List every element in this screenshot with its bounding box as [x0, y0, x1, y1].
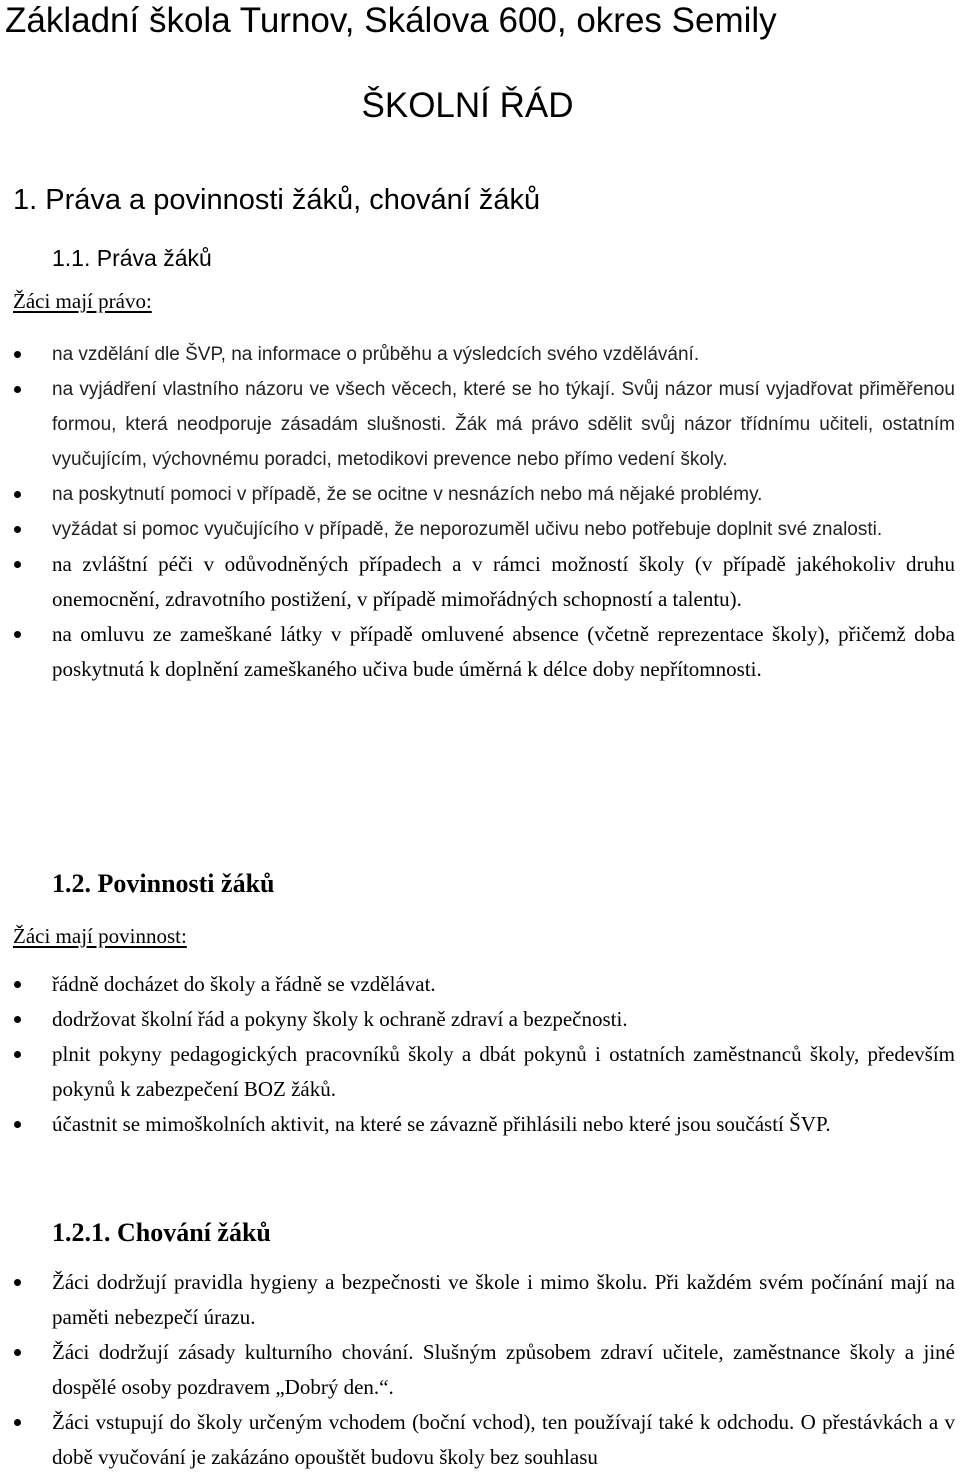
list-item-text: účastnit se mimoškolních aktivit, na které se závazně přihlásili nebo které jsou součástí ŠVP. [52, 1112, 831, 1136]
bullet-icon [14, 561, 21, 568]
bullet-icon [14, 1016, 21, 1023]
list-item-text: vyžádat si pomoc vyučujícího v případě, že neporozuměl učivu nebo potřebuje doplnit své znalosti. [52, 519, 883, 540]
bullet-icon [14, 386, 21, 393]
list-item-text: Žáci vstupují do školy určeným vchodem (boční vchod), ten používají také k odchodu. O přestávkách a v době vyučování je zakázáno opouštět budovu školy bez souhlasu [52, 1410, 955, 1469]
list-item-text: na vzdělání dle ŠVP, na informace o průběhu a výsledcích svého vzdělávání. [52, 344, 700, 365]
rights-heading: 1.1. Práva žáků [52, 245, 212, 271]
bullet-icon [14, 1279, 21, 1286]
duties-intro: Žáci mají povinnost: [13, 924, 187, 948]
list-item [0, 1405, 960, 1475]
duties-list [0, 967, 960, 1142]
list-item [0, 617, 960, 687]
bullet-icon [14, 1419, 21, 1426]
list-item [0, 1037, 960, 1107]
list-item [0, 477, 960, 512]
list-item-text: na vyjádření vlastního názoru ve všech věcech, které se ho týkají. Svůj názor musí vyjadřovat přiměřenou formou, která neodporuje zásadám slušnosti. Žák má právo sdělit svůj názor třídnímu učiteli, ostatním vyučujícím, výchovnému poradci, metodikovi prevence nebo přímo vedení školy. [52, 379, 955, 470]
list-item-text: dodržovat školní řád a pokyny školy k ochraně zdraví a bezpečnosti. [52, 1007, 628, 1031]
bullet-icon [14, 351, 21, 358]
bullet-icon [14, 981, 21, 988]
list-item [0, 967, 960, 1002]
behavior-list [0, 1265, 960, 1475]
behavior-heading: 1.2.1. Chování žáků [52, 1218, 271, 1247]
list-item [0, 372, 960, 477]
bullet-icon [14, 1121, 21, 1128]
rights-list [0, 337, 960, 687]
list-item-text: řádně docházet do školy a řádně se vzdělávat. [52, 972, 436, 996]
list-item [0, 1265, 960, 1335]
list-item [0, 512, 960, 547]
list-item-text: na omluvu ze zameškané látky v případě omluvené absence (včetně reprezentace školy), přičemž doba poskytnutá k doplnění zameškaného učiva bude úměrná k délce doby nepřítomnosti. [52, 622, 955, 681]
list-item [0, 547, 960, 617]
school-title: Základní škola Turnov, Skálova 600, okres Semily [5, 1, 777, 40]
list-item [0, 1107, 960, 1142]
list-item-text: plnit pokyny pedagogických pracovníků školy a dbát pokynů i ostatních zaměstnanců školy, především pokynů k zabezpečení BOZ žáků. [52, 1042, 955, 1101]
list-item-text: Žáci dodržují pravidla hygieny a bezpečnosti ve škole i mimo školu. Při každém svém počínání mají na paměti nebezpečí úrazu. [52, 1270, 955, 1329]
bullet-icon [14, 491, 21, 498]
bullet-icon [14, 1349, 21, 1356]
duties-heading: 1.2. Povinnosti žáků [52, 869, 275, 898]
bullet-icon [14, 1051, 21, 1058]
document-title: ŠKOLNÍ ŘÁD [361, 86, 574, 125]
bullet-icon [14, 526, 21, 533]
section-heading: 1. Práva a povinnosti žáků, chování žáků [13, 184, 541, 216]
list-item [0, 1335, 960, 1405]
list-item-text: Žáci dodržují zásady kulturního chování. Slušným způsobem zdraví učitele, zaměstnance školy a jiné dospělé osoby pozdravem „Dobrý den.“. [52, 1340, 955, 1399]
list-item-text: na poskytnutí pomoci v případě, že se ocitne v nesnázích nebo má nějaké problémy. [52, 484, 763, 505]
bullet-icon [14, 631, 21, 638]
list-item [0, 337, 960, 372]
rights-intro: Žáci mají právo: [13, 289, 152, 313]
list-item-text: na zvláštní péči v odůvodněných případech a v rámci možností školy (v případě jakéhokoliv druhu onemocnění, zdravotního postižení, v případě mimořádných schopností a talentu). [52, 552, 955, 611]
list-item [0, 1002, 960, 1037]
